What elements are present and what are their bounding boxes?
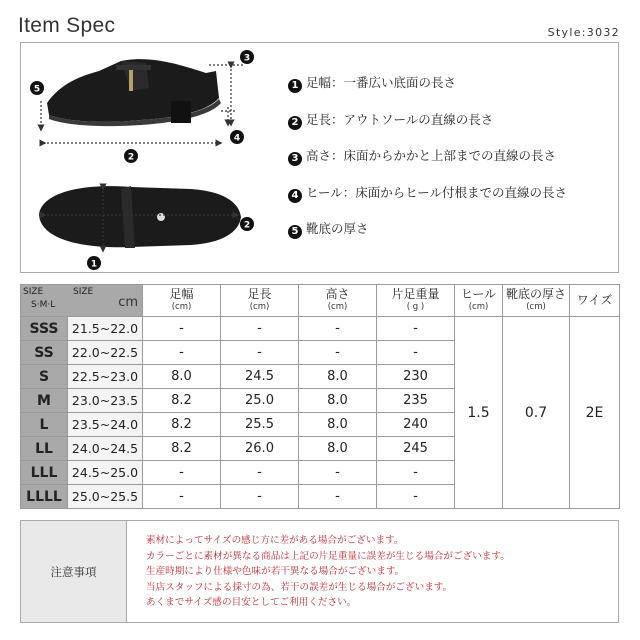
dimension-item: 3 高さ：床面からかかと上部までの直線の長さ — [288, 147, 567, 184]
col-header-weight: 片足重量 ( g ) — [377, 285, 455, 317]
col-header-height: 高さ (cm) — [299, 285, 377, 317]
notes-panel — [20, 520, 619, 623]
note-line: あくまでサイズ感の目安としてご利用ください。 — [146, 597, 357, 608]
sole-value: 0.7 — [503, 317, 570, 509]
marker-1 — [87, 256, 101, 270]
svg-text:2: 2 — [127, 152, 135, 163]
note-line: 当店スタッフによる採寸の為、若干の誤差が生じる場合がございます。 — [146, 581, 453, 593]
table-row: LL 24.0~24.5 8.2 26.0 8.0 245 — [21, 437, 620, 461]
number-badge: 1 — [288, 79, 302, 93]
number-badge: 5 — [288, 225, 302, 239]
svg-text:1: 1 — [90, 259, 98, 270]
marker-3 — [240, 50, 254, 64]
note-line: 素材によってサイズの感じ方に差がある場合がございます。 — [146, 535, 404, 546]
number-badge: 4 — [288, 189, 302, 203]
dimension-item: 5 靴底の厚さ — [288, 220, 567, 257]
note-line: カラーごとに素材が異なる商品は上記の片足重量に誤差が生じる場合がございます。 — [146, 550, 510, 562]
table-corner: SIZE S·M·L SIZE cm — [21, 285, 143, 317]
table-row: L 23.5~24.0 8.2 25.5 8.0 240 — [21, 413, 620, 437]
table-row: S 22.5~23.0 8.0 24.5 8.0 230 — [21, 365, 620, 389]
note-line: 生産時期により仕様や色味が若干異なる場合がございます。 — [146, 566, 405, 577]
marker-2-side — [124, 149, 138, 163]
page-title: Item Spec — [18, 14, 116, 37]
size-table — [20, 284, 620, 509]
marker-2-top — [240, 217, 254, 231]
svg-text:4: 4 — [233, 133, 241, 144]
number-badge: 2 — [288, 116, 302, 130]
style-number: Style:3032 — [547, 26, 620, 39]
dimension-item: 1 足幅：一番広い底面の長さ — [288, 74, 567, 111]
table-row: M 23.0~23.5 8.2 25.0 8.0 235 — [21, 389, 620, 413]
table-header-row — [21, 285, 620, 317]
shoe-top-view — [39, 186, 241, 248]
dimension-item: 2 足長：アウトソールの直線の長さ — [288, 111, 567, 148]
dimension-item: 4 ヒール：床面からヒール付根までの直線の長さ — [288, 184, 567, 221]
col-header-length: 足長 (cm) — [221, 285, 299, 317]
marker-4 — [230, 130, 244, 144]
col-header-sole: 靴底の厚さ (cm) — [503, 285, 570, 317]
dimension-legend — [288, 74, 567, 257]
table-row: LLLL 25.0~25.5 - - - - — [21, 485, 620, 509]
wise-value: 2E — [570, 317, 620, 509]
notes-body — [146, 533, 510, 611]
shoe-side-view — [47, 59, 221, 126]
notes-label: 注意事項 — [21, 521, 127, 622]
table-row: SSS 21.5~22.0 - - - - 1.5 0.7 2E — [21, 317, 620, 341]
number-badge: 3 — [288, 152, 302, 166]
col-header-wise: ワイズ — [570, 285, 620, 317]
marker-5 — [30, 81, 44, 95]
table-row: LLL 24.5~25.0 - - - - — [21, 461, 620, 485]
svg-text:2: 2 — [243, 220, 251, 231]
col-header-heel: ヒール (cm) — [455, 285, 503, 317]
table-row: SS 22.0~22.5 - - - - — [21, 341, 620, 365]
heel-value: 1.5 — [455, 317, 503, 509]
col-header-width: 足幅 (cm) — [143, 285, 221, 317]
svg-text:5: 5 — [33, 84, 41, 95]
svg-text:3: 3 — [243, 53, 251, 64]
